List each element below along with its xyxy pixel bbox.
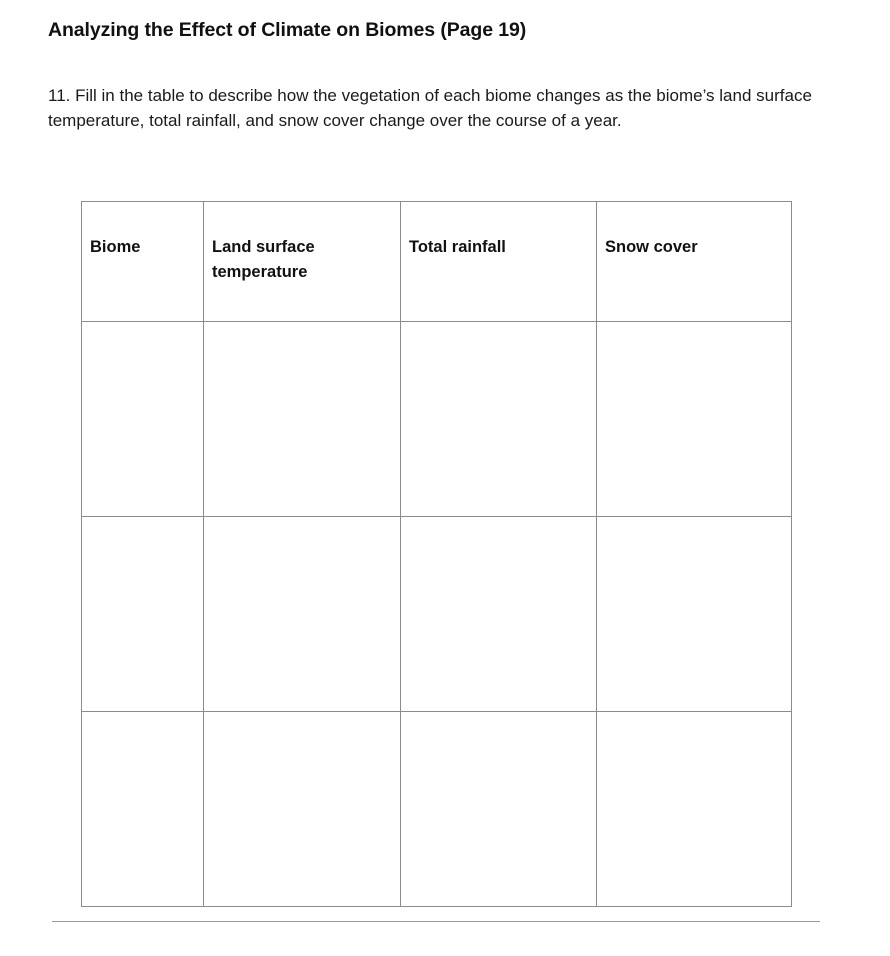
header-snow-cover-label: Snow cover [605, 238, 698, 256]
table-cell-total-rainfall[interactable] [401, 517, 597, 712]
table-cell-biome[interactable] [82, 517, 204, 712]
question-instructions: 11. Fill in the table to describe how the vegetation of each biome changes as the biome’s land surface temperature, total rainfall, and snow cover change over the course of a year. [48, 86, 812, 130]
table-cell-snow-cover[interactable] [597, 712, 792, 907]
table-cell-land-surface-temperature[interactable] [204, 712, 401, 907]
biome-table [81, 201, 792, 907]
header-total-rainfall [401, 202, 597, 322]
table-cell-biome[interactable] [82, 322, 204, 517]
header-biome-label: Biome [90, 238, 141, 256]
table-cell-total-rainfall[interactable] [401, 712, 597, 907]
table-cell-land-surface-temperature[interactable] [204, 517, 401, 712]
header-total-rainfall-label: Total rainfall [409, 238, 506, 256]
table-header-row [82, 202, 792, 322]
table-cell-biome[interactable] [82, 712, 204, 907]
table-row [82, 712, 792, 907]
table-cell-snow-cover[interactable] [597, 517, 792, 712]
header-land-surface-temperature [204, 202, 401, 322]
table-cell-land-surface-temperature[interactable] [204, 322, 401, 517]
header-biome [82, 202, 204, 322]
page-title: Analyzing the Effect of Climate on Biomes (Page 19) [48, 19, 527, 41]
table-cell-total-rainfall[interactable] [401, 322, 597, 517]
table-row [82, 322, 792, 517]
table-row [82, 517, 792, 712]
footer-divider [52, 921, 820, 922]
header-snow-cover [597, 202, 792, 322]
table-cell-snow-cover[interactable] [597, 322, 792, 517]
header-land-surface-temperature-label: Land surface temperature [212, 238, 315, 281]
